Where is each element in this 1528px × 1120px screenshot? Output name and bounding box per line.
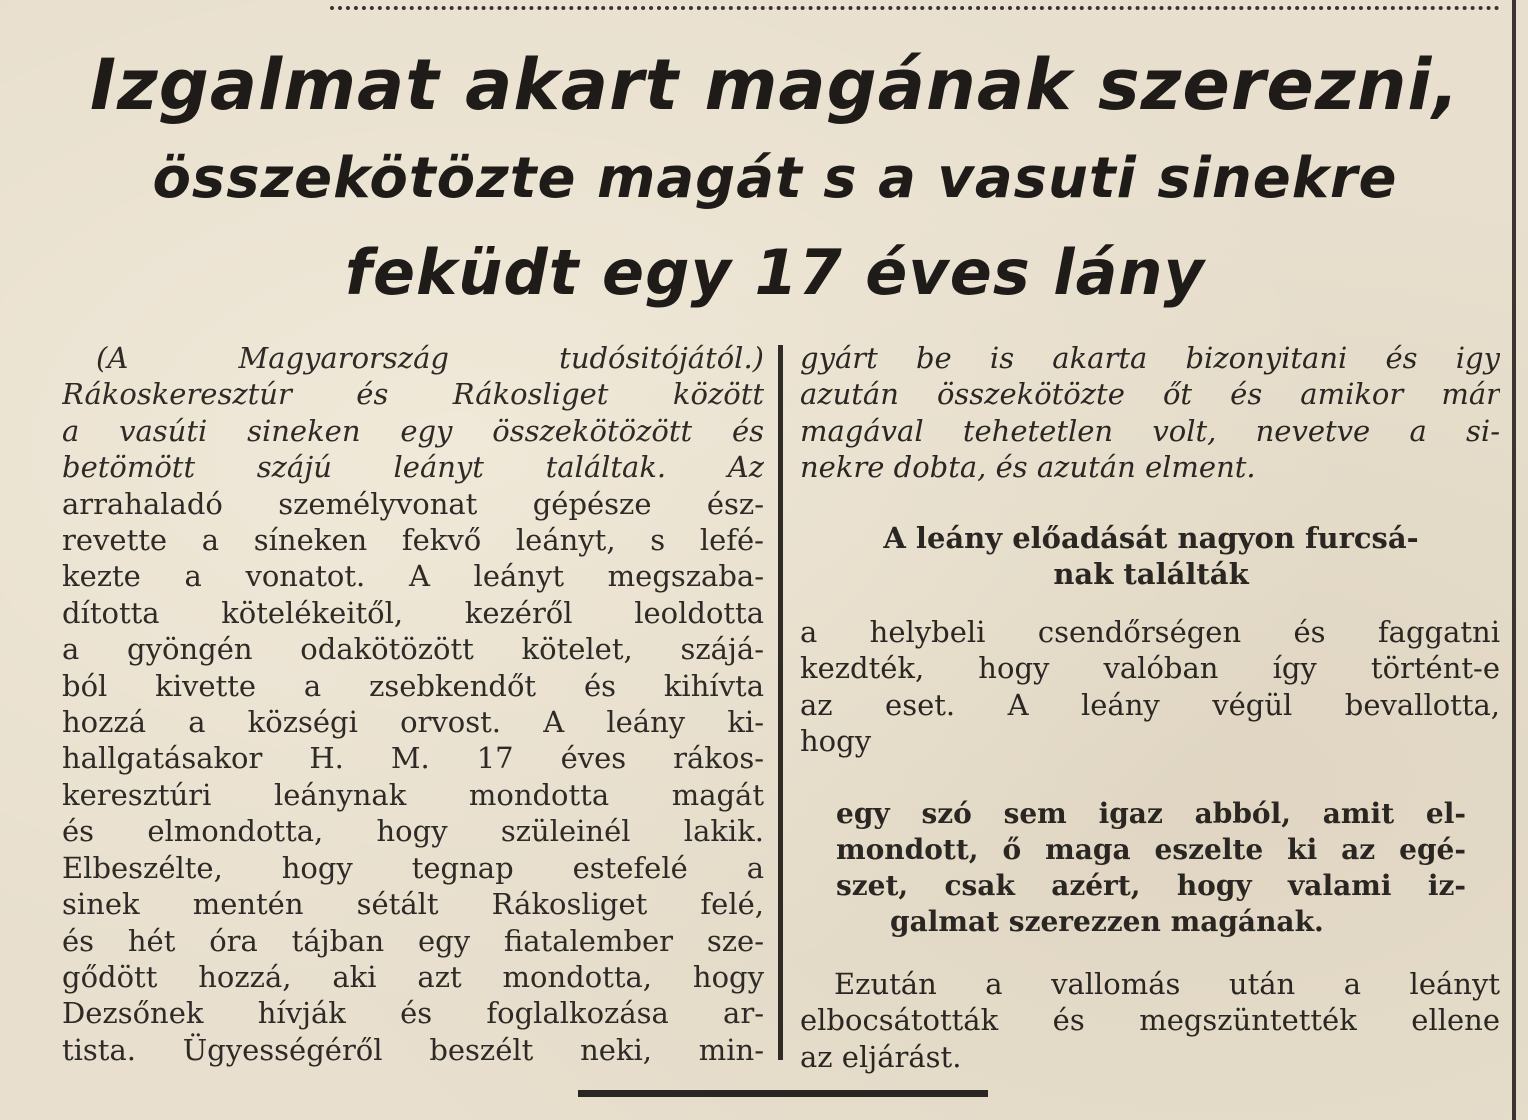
left-line: és hét óra tájban egy fiatalember sze- [62,923,764,958]
left-line: ból kivette a zsebkendőt és kihívta [62,668,764,703]
right-line: magával tehetetlen volt, nevetve a si- [800,413,1500,448]
right-line: Ezután a vallomás után a leányt [834,967,1500,1001]
left-line: a vasúti sineken egy összekötözött és [62,413,764,448]
left-column [62,340,764,1068]
right-column-middle [800,614,1500,760]
left-line: kezte a vonatot. A leányt megszaba- [62,559,764,594]
right-line: hogy [800,724,872,759]
headline [40,38,1510,320]
left-line: gődött hozzá, aki azt mondotta, hogy [62,959,764,994]
left-line-byline: (A Magyarország tudósitójától.) [96,341,764,375]
right-column-bottom [800,966,1500,1075]
headline-line-1: Izgalmat akart magának szerezni, [89,44,1461,126]
bottom-rule [578,1090,988,1106]
headline-line-2: összekötözte magát s a vasuti sinekre [152,146,1398,211]
left-line: hozzá a községi orvost. A leány ki- [62,705,764,740]
right-line: az eset. A leány végül bevallotta, [800,687,1500,722]
right-line: kezdték, hogy valóban így történt-e [800,651,1500,686]
left-line: tista. Ügyességéről beszélt neki, min- [62,1032,764,1067]
right-line: gyárt be is akarta bizonyitani és igy [800,341,1500,375]
quote-line: szet, csak azért, hogy valami iz- [836,869,1466,902]
left-line: hallgatásakor H. M. 17 éves rákos- [62,741,764,776]
left-line: Rákoskeresztúr és Rákosliget között [62,377,764,412]
bold-quote [836,796,1466,940]
left-line: a gyöngén odakötözött kötelet, szájá- [62,632,764,667]
headline-line-3: feküdt egy 17 éves lány [345,236,1205,309]
right-border-rule [1512,0,1516,1120]
quote-line: egy szó sem igaz abból, amit el- [836,797,1466,830]
right-line: elbocsátották és megszüntették ellene [800,1003,1500,1038]
left-line: dította kötelékeitől, kezéről leoldotta [62,595,764,630]
right-line: az eljárást. [800,1039,962,1074]
right-line: nekre dobta, és azután elment. [800,450,1256,485]
left-line: keresztúri leánynak mondotta magát [62,777,764,812]
quote-line: galmat szerezzen magának. [890,905,1324,938]
left-line: revette a síneken fekvő leányt, s lefé- [62,523,764,558]
column-divider [778,345,783,1060]
left-line: Dezsőnek hívják és foglalkozása ar- [62,996,764,1031]
right-line: a helybeli csendőrségen és faggatni [800,615,1500,649]
left-line: Elbeszélte, hogy tegnap estefelé a [62,850,764,885]
left-line: betömött szájú leányt találtak. Az [62,450,764,485]
left-line: és elmondotta, hogy szüleinél lakik. [62,814,764,849]
subheading-line-1: A leány előadását nagyon furcsá- [883,521,1419,555]
left-line: arrahaladó személyvonat gépésze ész- [62,486,764,521]
left-line: sinek mentén sétált Rákosliget felé, [62,887,764,922]
subheading [806,520,1496,592]
right-line: azután összekötözte őt és amikor már [800,377,1500,412]
right-column-top [800,340,1500,486]
quote-line: mondott, ő maga eszelte ki az egé- [836,833,1466,866]
subheading-line-2: nak találták [1053,557,1249,591]
top-dotted-rule [330,0,1500,10]
